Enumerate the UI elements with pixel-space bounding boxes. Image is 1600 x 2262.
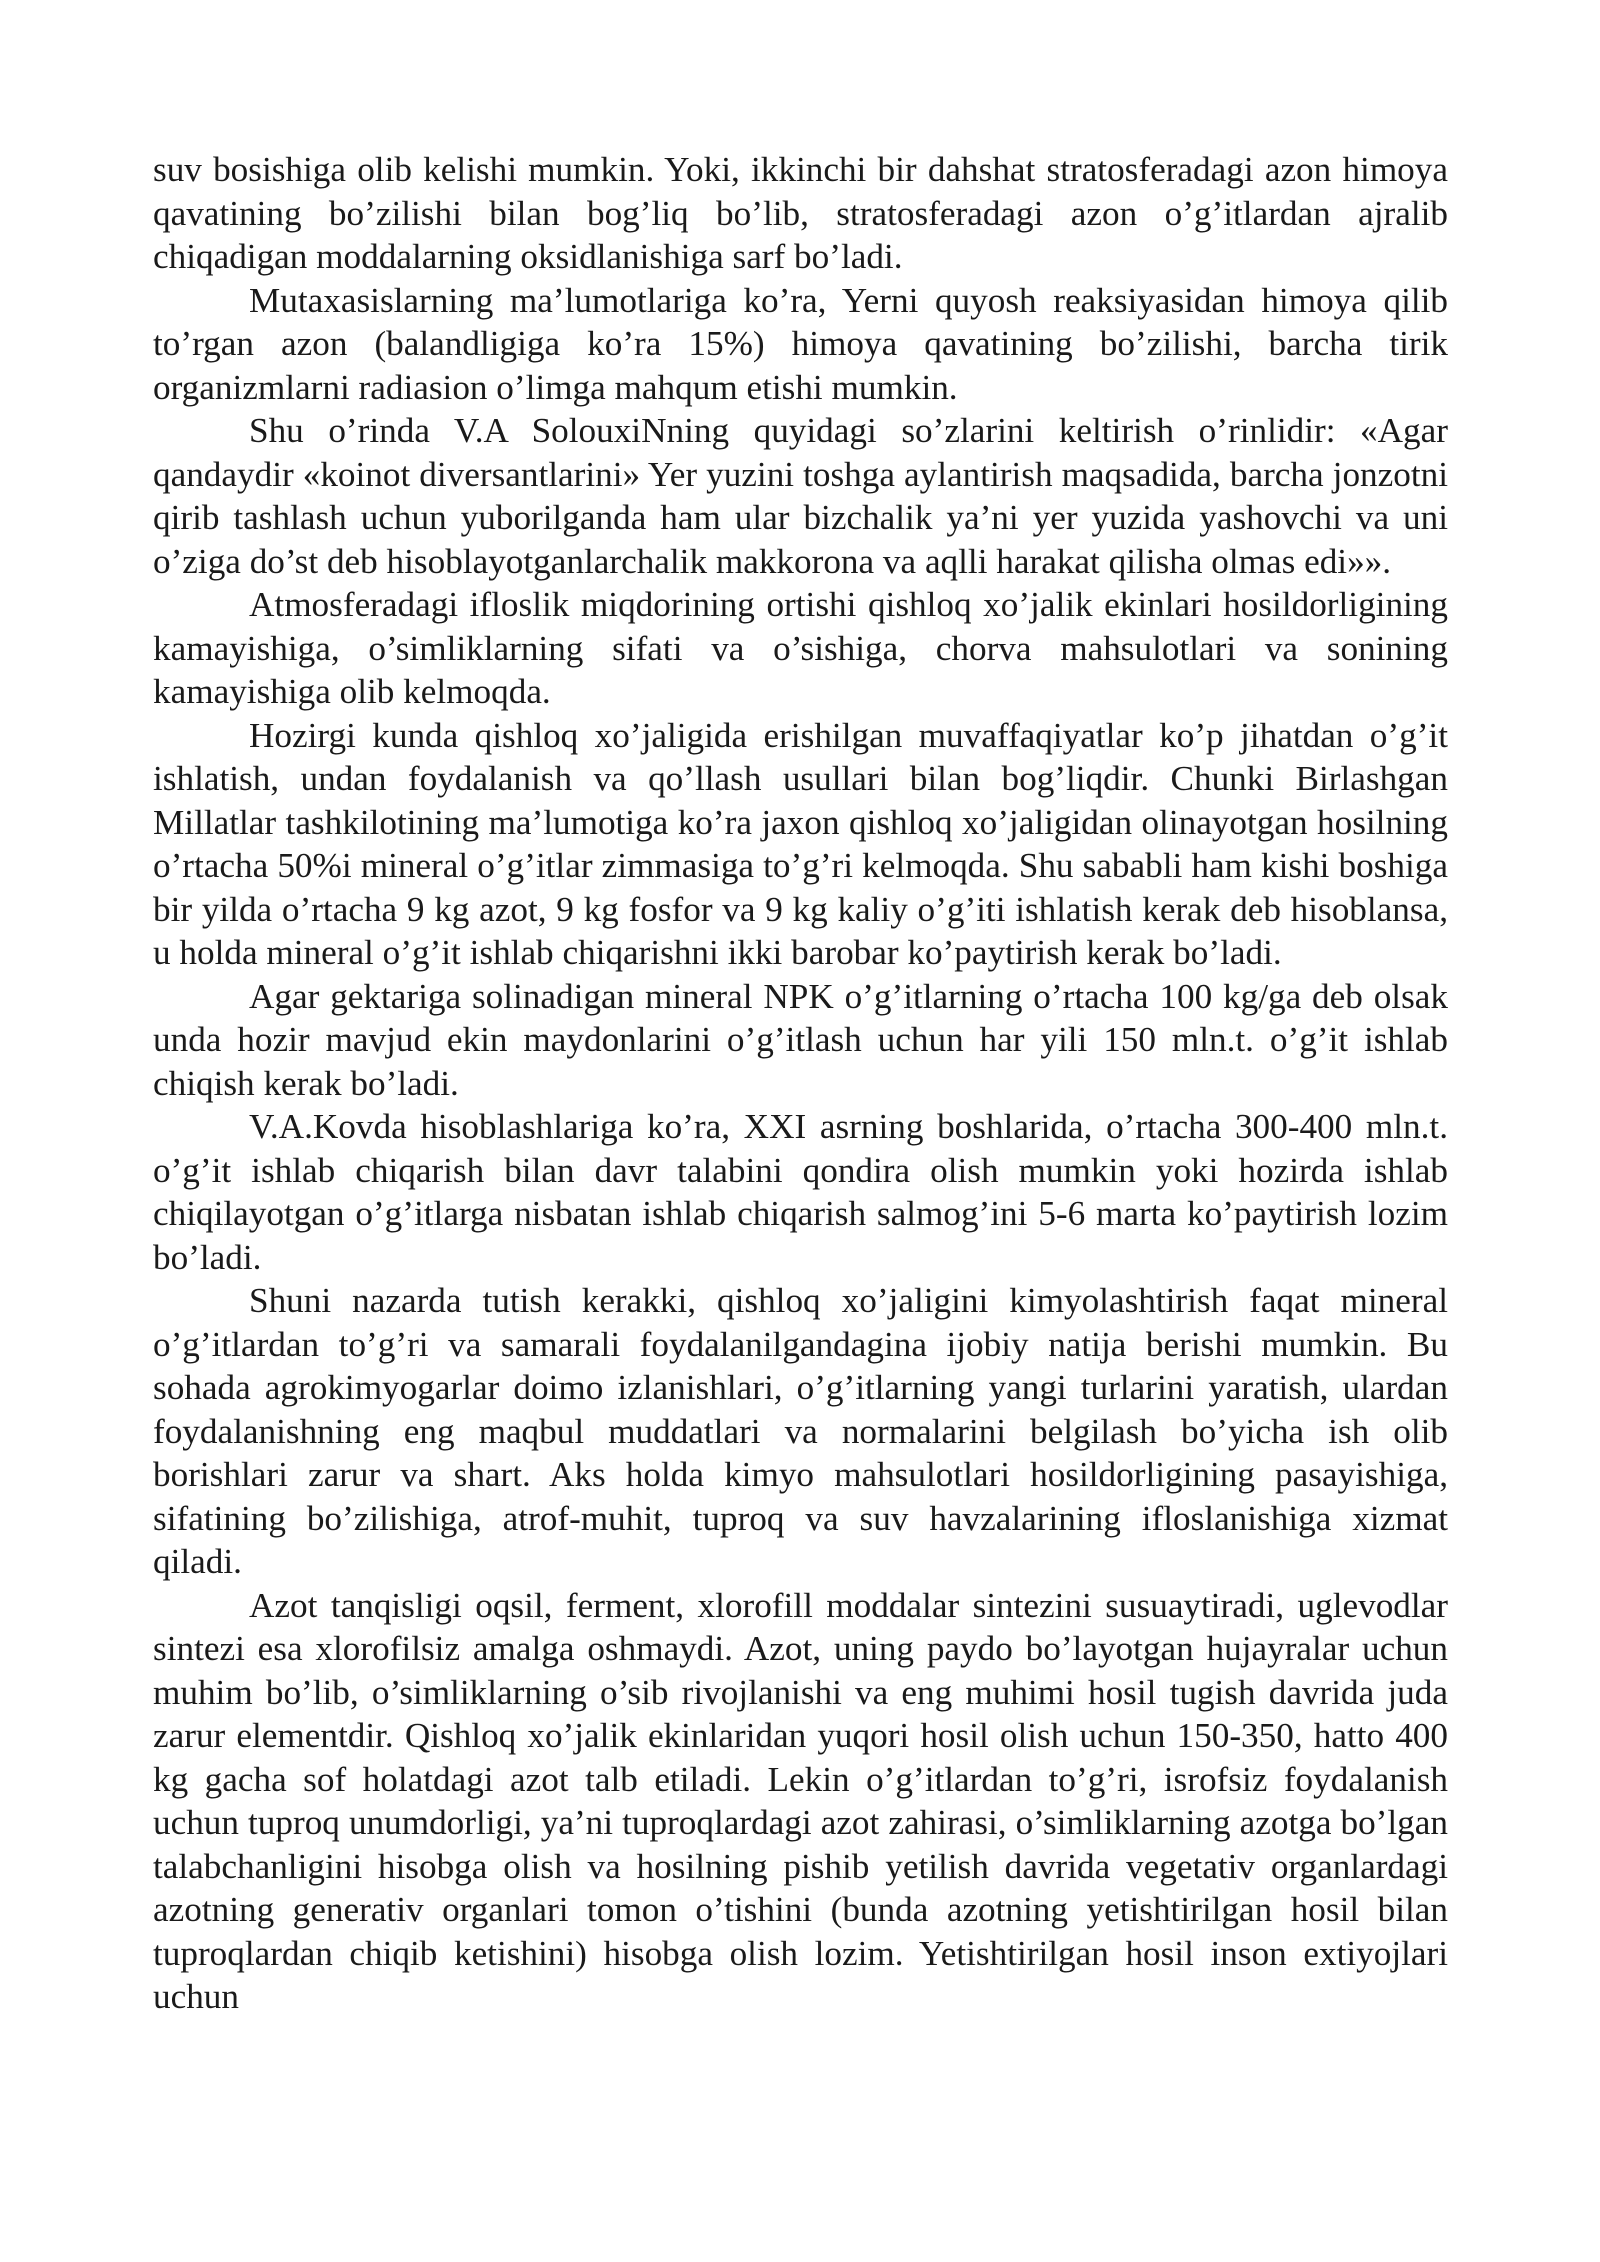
paragraph-nitrogen: Azot tanqisligi oqsil, ferment, xlorofill moddalar sintezini susuaytiradi, uglevodlar sintezi esa xlorofilsiz amalga oshmaydi. Azot, uning paydo bo’layotgan hujayralar uchun muhim bo’lib, o’simliklarning o’sib rivojlanishi va eng muhimi hosil tugish davrida juda zarur elementdir. Qishloq xo’jalik ekinlaridan yuqori hosil olish uchun 150-350, hatto 400 kg gacha sof holatdagi azot talb etiladi. Lekin o’g’itlardan to’g’ri, isrofsiz foydalanish uchun tuproq unumdorligi, ya’ni tuproqlardagi azot zahirasi, o’simliklarning azotga bo’lgan talabchanligini hisobga olish va hosilning pishib yetilish davrida vegetativ organlardagi azotning generativ organlari tomon o’tishini (bunda azotning yetishtirilgan hosil bilan tuproqlardan chiqib ketishini) hisobga olish lozim. Yetishtirilgan hosil inson extiyojlari uchun [153,1585,1448,2016]
paragraph-chemicalization: Shuni nazarda tutish kerakki, qishloq xo’jaligini kimyolashtirish faqat mineral o’g’itlardan to’g’ri va samarali foydalanilgandagina ijobiy natija berishi mumkin. Bu sohada agrokimyogarlar doimo izlanishlari, o’g’itlarning yangi turlarini yaratish, ulardan foydalanishning eng maqbul muddatlari va normalarini belgilash bo’yicha ish olib borishlari zarur va shart. Aks holda kimyo mahsulotlari hosildorligining pasayishiga, sifatining bo’zilishiga, atrof-muhit, tuproq va suv havzalarining ifloslanishiga xizmat qiladi. [153,1281,1448,1581]
paragraph-kovda: V.A.Kovda hisoblashlariga ko’ra, XXI asrning boshlarida, o’rtacha 300-400 mln.t. o’g’it ishlab chiqarish bilan davr talabini qondira olish mumkin yoki hozirda ishlab chiqilayotgan o’g’itlarga nisbatan ishlab chiqarish salmog’ini 5-6 marta ko’paytirish lozim bo’ladi. [153,1107,1448,1277]
paragraph-quote: Shu o’rinda V.A SolouxiNning quyidagi so’zlarini keltirish o’rinlidir: «Agar qandaydir «koinot diversantlarini» Yer yuzini toshga aylantirish maqsadida, barcha jonzotni qirib tashlash uchun yuborilganda ham ular bizchalik ya’ni yer yuzida yashovchi va uni o’ziga do’st deb hisoblayotganlarchalik makkorona va aqlli harakat qilisha olmas edi»». [153,411,1448,581]
paragraph-npk-fertilizers: Agar gektariga solinadigan mineral NPK o’g’itlarning o’rtacha 100 kg/ga deb olsak unda hozir mavjud ekin maydonlarini o’g’itlash uchun har yili 150 mln.t. o’g’it ishlab chiqish kerak bo’ladi. [153,976,1448,1103]
paragraph-ozone-layer: Mutaxasislarning ma’lumotlariga ko’ra, Yerni quyosh reaksiyasidan himoya qilib to’rgan azon (balandligiga ko’ra 15%) himoya qavatining bo’zilishi, barcha tirik organizmlarni radiasion o’limga mahqum etishi mumkin. [153,280,1448,407]
paragraph-continued: suv bosishiga olib kelishi mumkin. Yoki, ikkinchi bir dahshat stratosferadagi azon himoya qavatining bo’zilishi bilan bog’liq bo’lib, stratosferadagi azon o’g’itlardan ajralib chiqadigan moddalarning oksidlanishiga sarf bo’ladi. [153,150,1448,276]
paragraph-atmosphere-pollution: Atmosferadagi ifloslik miqdorining ortishi qishloq xo’jalik ekinlari hosildorligining kamayishiga, o’simliklarning sifati va o’sishiga, chorva mahsulotlari va sonining kamayishiga olib kelmoqda. [153,585,1448,711]
paragraph-agriculture-success: Hozirgi kunda qishloq xo’jaligida erishilgan muvaffaqiyatlar ko’p jihatdan o’g’it ishlatish, undan foydalanish va qo’llash usullari bilan bog’liqdir. Chunki Birlashgan Millatlar tashkilotining ma’lumotiga ko’ra jaxon qishloq xo’jaligidan olinayotgan hosilning o’rtacha 50%i mineral o’g’itlar zimmasiga to’g’ri kelmoqda. Shu sababli ham kishi boshiga bir yilda o’rtacha 9 kg azot, 9 kg fosfor va 9 kg kaliy o’g’iti ishlatish kerak deb hisoblansa, u holda mineral o’g’it ishlab chiqarishni ikki barobar ko’paytirish kerak bo’ladi. [153,715,1448,972]
document-page [153,148,1448,2019]
